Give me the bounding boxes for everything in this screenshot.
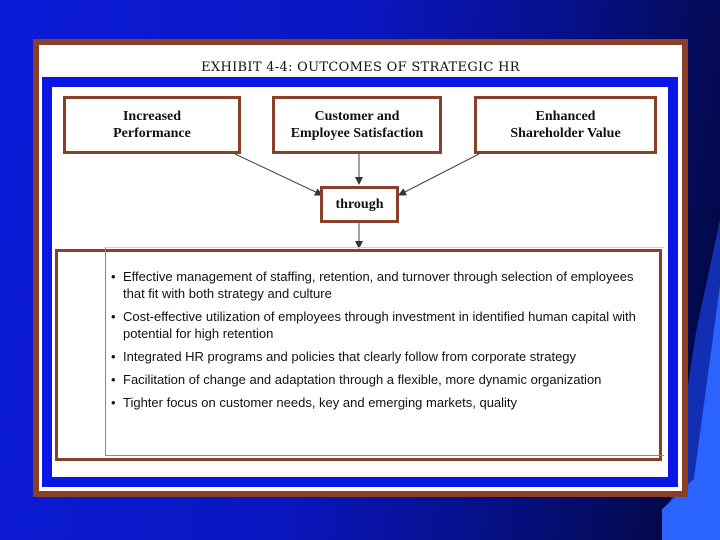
list-item [111, 348, 656, 365]
bullet-icon: • [111, 309, 116, 324]
bullet-icon: • [111, 372, 116, 387]
arrow-left-to-through [235, 154, 322, 195]
exhibit-frame [33, 39, 688, 497]
list-item-text: Integrated HR programs and policies that clearly follow from corporate strategy [123, 349, 577, 364]
bullet-icon: • [111, 395, 116, 410]
list-item [111, 371, 656, 388]
list-item-text: Cost-effective utilization of employees through investment in identified human capital with potential for high retention [123, 309, 636, 341]
through-box: through [320, 186, 399, 223]
outcome-box-customer-employee-satisfaction: Customer and Employee Satisfaction [272, 96, 442, 154]
exhibit-title: EXHIBIT 4-4: OUTCOMES OF STRATEGIC HR [201, 60, 520, 75]
exhibit-canvas [39, 45, 682, 491]
list-item [111, 308, 656, 342]
list-item-text: Effective management of staffing, retention, and turnover through selection of employees that fit with both strategy and culture [123, 269, 634, 301]
means-list [111, 268, 656, 417]
outcome-box-increased-performance: Increased Performance [63, 96, 241, 154]
outcome-box-enhanced-shareholder-value: Enhanced Shareholder Value [474, 96, 657, 154]
arrow-right-to-through [399, 154, 479, 195]
list-item-text: Tighter focus on customer needs, key and emerging markets, quality [123, 395, 518, 410]
bullet-icon: • [111, 349, 116, 364]
list-item [111, 394, 656, 411]
list-item-text: Facilitation of change and adaptation through a flexible, more dynamic organization [123, 372, 602, 387]
list-item [111, 268, 656, 302]
bullet-icon: • [111, 269, 116, 284]
